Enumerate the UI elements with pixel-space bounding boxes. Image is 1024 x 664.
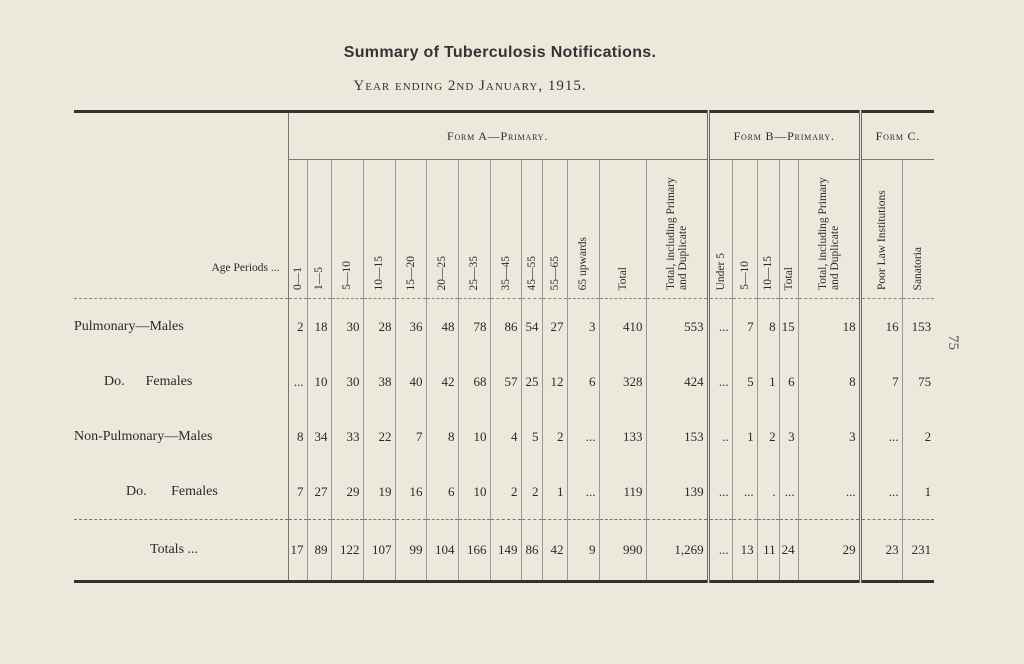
table-cell: 139 [646, 464, 708, 520]
totals-row [74, 520, 934, 582]
table-cell: 22 [363, 409, 395, 464]
column-header-label: 10—15 [762, 255, 775, 290]
column-header-label: Total, including Primary and Duplicate [816, 177, 841, 290]
table-body [74, 299, 934, 582]
table-cell: ... [708, 464, 732, 520]
table-cell: 1 [757, 354, 779, 409]
table-cell: 10 [307, 354, 331, 409]
table-cell: 122 [331, 520, 363, 582]
table-cell: 11 [757, 520, 779, 582]
table-cell: 18 [307, 299, 331, 355]
table-cell: 25 [521, 354, 542, 409]
table-cell: 68 [458, 354, 490, 409]
column-header [521, 160, 542, 299]
table-cell: 328 [599, 354, 646, 409]
column-header-label: 25—35 [468, 255, 480, 290]
table-cell: 42 [426, 354, 458, 409]
row-label: Totals ... [74, 520, 288, 582]
column-header-label: 35—45 [499, 255, 512, 290]
column-header [860, 160, 902, 299]
column-header [779, 160, 798, 299]
row-label: Non-Pulmonary—Males [74, 428, 213, 444]
column-header [732, 160, 757, 299]
table-cell: 1,269 [646, 520, 708, 582]
table-cell: 8 [426, 409, 458, 464]
table-cell: 12 [542, 354, 567, 409]
form-a-header: Form A—Primary. [288, 112, 708, 160]
table-cell: 119 [599, 464, 646, 520]
column-header-label: 55—65 [548, 255, 561, 290]
column-header-label: Sanatoria [912, 246, 925, 290]
column-header [331, 160, 363, 299]
column-header-label: 20—25 [436, 255, 448, 290]
table-cell: 2 [521, 464, 542, 520]
table-cell: .. [708, 409, 732, 464]
table-cell: 231 [902, 520, 934, 582]
column-header [307, 160, 331, 299]
table-cell: 1 [732, 409, 757, 464]
table-cell: 29 [331, 464, 363, 520]
table-cell: 2 [288, 299, 307, 355]
table-cell: 6 [426, 464, 458, 520]
table-cell: 23 [860, 520, 902, 582]
page-number: 75 [945, 335, 961, 350]
page-title: Summary of Tuberculosis Notifications. [343, 44, 657, 61]
table-cell: ... [288, 354, 307, 409]
table-cell: 13 [732, 520, 757, 582]
table-cell: 19 [363, 464, 395, 520]
column-header [902, 160, 934, 299]
table-cell: 133 [599, 409, 646, 464]
table-cell: 153 [646, 409, 708, 464]
table-cell: 9 [567, 520, 599, 582]
table-cell: 57 [490, 354, 521, 409]
table-cell: 30 [331, 354, 363, 409]
table-cell: 30 [331, 299, 363, 355]
column-header-label: Under 5 [714, 252, 727, 290]
column-header-label: 15—20 [404, 255, 417, 290]
table-cell: 10 [458, 409, 490, 464]
table-cell: 2 [757, 409, 779, 464]
table-cell: ... [567, 409, 599, 464]
table-cell: ... [708, 299, 732, 355]
table-cell: 86 [490, 299, 521, 355]
table-row [74, 464, 934, 520]
column-header [599, 160, 646, 299]
column-header [363, 160, 395, 299]
table-cell: 4 [490, 409, 521, 464]
row-label: Pulmonary—Males [74, 318, 184, 334]
table-cell: 42 [542, 520, 567, 582]
column-header-label: Poor Law Institutions [875, 190, 888, 290]
column-header-label: 5—10 [341, 261, 353, 290]
table-cell: 99 [395, 520, 426, 582]
column-header [458, 160, 490, 299]
table-cell: 18 [798, 299, 860, 355]
row-label: Do. Females [104, 373, 193, 389]
table-cell: 28 [363, 299, 395, 355]
table-cell: 107 [363, 520, 395, 582]
table-cell: 75 [902, 354, 934, 409]
column-header [542, 160, 567, 299]
table-row [74, 299, 934, 355]
tuberculosis-table [74, 110, 934, 583]
column-header [798, 160, 860, 299]
table-cell: 24 [779, 520, 798, 582]
row-label: Do. Females [126, 483, 218, 499]
table-cell: 54 [521, 299, 542, 355]
age-periods-header: Age Periods ... [74, 112, 288, 299]
table-cell: 3 [779, 409, 798, 464]
table-cell: 2 [542, 409, 567, 464]
table-cell: ... [732, 464, 757, 520]
form-b-header: Form B—Primary. [708, 112, 860, 160]
table-cell: 5 [732, 354, 757, 409]
table-cell: 2 [490, 464, 521, 520]
column-header-label: 65 upwards [577, 236, 589, 290]
table-cell: 36 [395, 299, 426, 355]
column-header-label: Total [782, 266, 795, 290]
table-cell: 149 [490, 520, 521, 582]
table-cell: 6 [779, 354, 798, 409]
column-header [567, 160, 599, 299]
table-cell: 48 [426, 299, 458, 355]
table-cell: 104 [426, 520, 458, 582]
table-cell: 6 [567, 354, 599, 409]
table-cell: 553 [646, 299, 708, 355]
column-header [646, 160, 708, 299]
column-header-label: 45—55 [525, 255, 538, 290]
column-header-label: 5—10 [738, 261, 751, 290]
table-row [74, 354, 934, 409]
form-c-header: Form C. [860, 112, 934, 160]
table-cell: ... [860, 409, 902, 464]
column-header-label: Total, including Primary and Duplicate [664, 177, 689, 290]
table-cell: 38 [363, 354, 395, 409]
table-cell: 1 [902, 464, 934, 520]
table-cell: 7 [395, 409, 426, 464]
table-cell: ... [567, 464, 599, 520]
column-header-label: Total [616, 266, 629, 290]
table-cell: 990 [599, 520, 646, 582]
page-subtitle: Year ending 2nd January, 1915. [353, 78, 587, 94]
table-cell: 10 [458, 464, 490, 520]
table-cell: 17 [288, 520, 307, 582]
table-cell: ... [860, 464, 902, 520]
table-cell: 8 [288, 409, 307, 464]
table-cell: 7 [860, 354, 902, 409]
table-cell: 424 [646, 354, 708, 409]
table-cell: 27 [542, 299, 567, 355]
table-cell: 40 [395, 354, 426, 409]
table-cell: 27 [307, 464, 331, 520]
table-cell: 410 [599, 299, 646, 355]
column-header [757, 160, 779, 299]
table-cell: 5 [521, 409, 542, 464]
table-cell: ... [798, 464, 860, 520]
table-cell: 3 [567, 299, 599, 355]
table-cell: 153 [902, 299, 934, 355]
table-cell: 166 [458, 520, 490, 582]
table-cell: 33 [331, 409, 363, 464]
table-cell: ... [779, 464, 798, 520]
table-cell: 34 [307, 409, 331, 464]
table-cell: 16 [860, 299, 902, 355]
table-cell: 78 [458, 299, 490, 355]
column-header [426, 160, 458, 299]
table-cell: 16 [395, 464, 426, 520]
table-cell: 7 [288, 464, 307, 520]
age-periods-label: Age Periods [211, 262, 268, 274]
table-cell: 1 [542, 464, 567, 520]
column-header [395, 160, 426, 299]
table-cell: ... [708, 520, 732, 582]
column-header [708, 160, 732, 299]
table-row [74, 409, 934, 464]
table-cell: 3 [798, 409, 860, 464]
table-cell: 2 [902, 409, 934, 464]
column-header [288, 160, 307, 299]
table-cell: 7 [732, 299, 757, 355]
table-cell: 8 [798, 354, 860, 409]
table-cell: . [757, 464, 779, 520]
column-header [490, 160, 521, 299]
column-header-label: 0—1 [291, 267, 304, 290]
column-header-label: 1—5 [313, 267, 325, 290]
table-cell: 86 [521, 520, 542, 582]
column-header-label: 10—15 [373, 255, 385, 290]
table-cell: 8 [757, 299, 779, 355]
table-cell: 89 [307, 520, 331, 582]
table-cell: ... [708, 354, 732, 409]
table-cell: 15 [779, 299, 798, 355]
table-cell: 29 [798, 520, 860, 582]
